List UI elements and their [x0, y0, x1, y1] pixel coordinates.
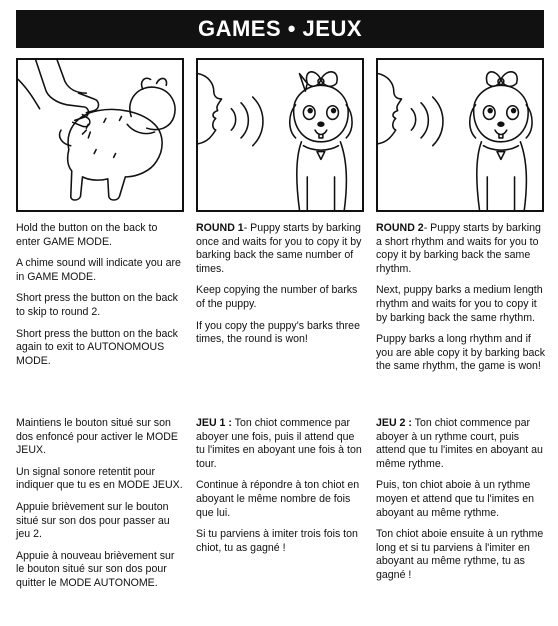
- instruction-paragraph: Puppy barks a long rhythm and if you are able copy it by barking back the same rhythm, the game is won!: [376, 333, 546, 373]
- english-round-1-column: [196, 222, 366, 355]
- instruction-paragraph: Continue à répondre à ton chiot en aboyant le même nombre de fois que lui.: [196, 479, 360, 519]
- instruction-paragraph: Short press the button on the back to skip to round 2.: [16, 292, 178, 318]
- instruction-paragraph: Next, puppy barks a medium length rhythm and waits for you to copy it by barking back the same rhythm.: [376, 284, 543, 324]
- instruction-paragraph: Un signal sonore retentit pour indiquer que tu es en MODE JEUX.: [16, 465, 183, 492]
- jeu-2-label: JEU 2 :: [376, 417, 412, 429]
- page-title-bar: [16, 10, 544, 48]
- english-round-2-column: [376, 222, 546, 382]
- round-2-label: ROUND 2: [376, 222, 424, 234]
- hand-pressing-puppy-back-illustration: [18, 60, 182, 210]
- person-barking-at-puppy-illustration: [378, 60, 542, 210]
- person-barking-at-puppy-illustration: [198, 60, 362, 210]
- instruction-paragraph: Ton chiot aboie ensuite à un rythme long et si tu parviens à l'imiter en aboyant au même rythme, tu as gagné !: [376, 528, 544, 581]
- instruction-paragraph: Puis, ton chiot aboie à un rythme moyen et attend que tu l'imites en aboyant au même rythme.: [376, 479, 535, 519]
- instruction-paragraph: A chime sound will indicate you are in GAME MODE.: [16, 257, 181, 283]
- illustration-panel-1: [16, 58, 184, 212]
- page-title: GAMES • JEUX: [197, 16, 363, 41]
- round-1-intro: [196, 222, 366, 276]
- jeu-2-text: Ton chiot commence par aboyer à un rythme court, puis attend que tu l'imites en aboyant au même rythme.: [376, 417, 543, 470]
- jeu-1-text: Ton chiot commence par aboyer une fois, puis il attend que tu l'imites en aboyant une fois à ton tour.: [196, 417, 362, 470]
- round-2-text: - Puppy starts by barking a short rhythm and waits for you to copy it by barking back the same rhythm.: [376, 222, 541, 275]
- french-jeu-1-column: [196, 417, 366, 563]
- jeu-2-intro: [376, 417, 546, 471]
- english-instructions-column-1: [16, 222, 184, 376]
- instruction-paragraph: Short press the button on the back again to exit to AUTONOMOUS MODE.: [16, 327, 178, 367]
- instruction-paragraph: Hold the button on the back to enter GAME MODE.: [16, 222, 158, 248]
- instruction-paragraph: Appuie à nouveau brièvement sur le bouton situé sur son dos pour quitter le MODE AUTONOME.: [16, 549, 175, 589]
- illustration-panel-3: [376, 58, 544, 212]
- illustration-panel-2: [196, 58, 364, 212]
- instruction-paragraph: Si tu parviens à imiter trois fois ton chiot, tu as gagné !: [196, 528, 358, 554]
- french-instructions-column-1: [16, 417, 184, 599]
- instruction-paragraph: Maintiens le bouton situé sur son dos enfoncé pour activer le MODE JEUX.: [16, 417, 178, 457]
- instruction-paragraph: Keep copying the number of barks of the puppy.: [196, 284, 358, 310]
- instruction-paragraph: Appuie brièvement sur le bouton situé sur son dos pour passer au jeu 2.: [16, 500, 170, 541]
- jeu-1-intro: [196, 417, 366, 471]
- instruction-paragraph: If you copy the puppy's barks three times, the round is won!: [196, 319, 360, 346]
- round-1-label: ROUND 1: [196, 222, 244, 234]
- french-jeu-2-column: [376, 417, 546, 591]
- round-1-text: - Puppy starts by barking once and waits for you to copy it by barking back the same number of times.: [196, 222, 362, 275]
- round-2-intro: [376, 222, 546, 276]
- jeu-1-label: JEU 1 :: [196, 417, 232, 429]
